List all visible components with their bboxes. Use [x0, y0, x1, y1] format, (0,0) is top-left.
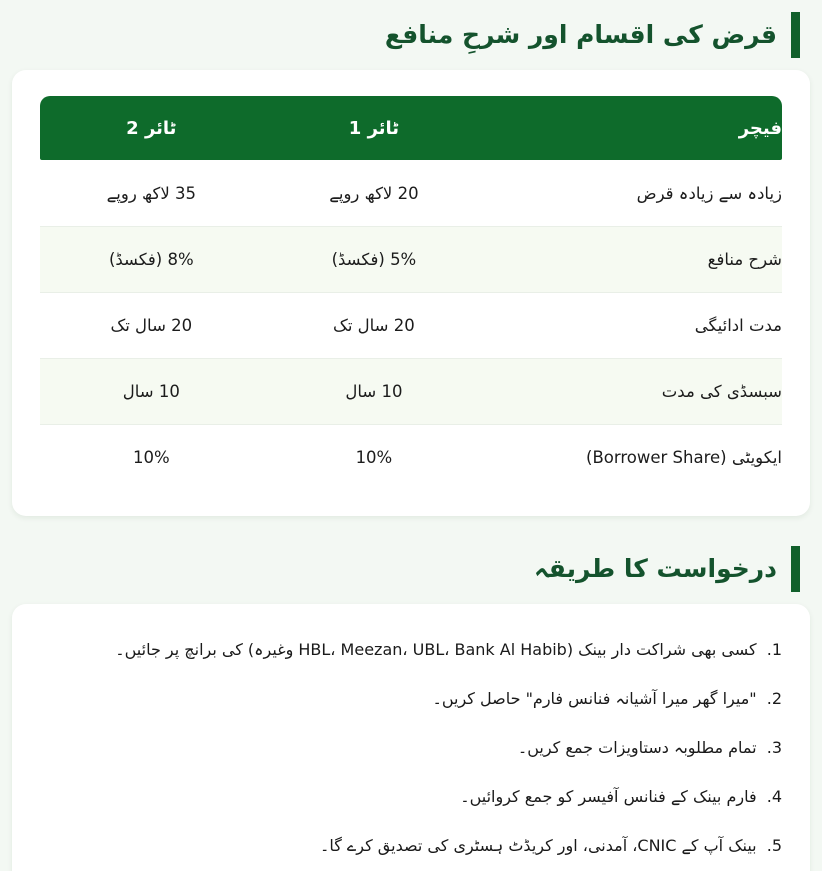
table-row	[40, 160, 782, 226]
step-item-5	[40, 834, 782, 858]
step-number: 5.	[766, 836, 782, 855]
heading-accent-bar	[791, 12, 800, 58]
column-header-tier2: ٹائر 2	[40, 96, 263, 160]
table-header	[40, 96, 782, 160]
table-row	[40, 424, 782, 490]
step-number: 3.	[766, 738, 782, 757]
step-item-2	[40, 687, 782, 711]
cell-tier1: 10%	[263, 424, 486, 490]
step-number: 2.	[766, 689, 782, 708]
section-heading-application	[0, 516, 822, 592]
cell-feature: زیادہ سے زیادہ قرض	[485, 160, 782, 226]
cell-tier2: 10 سال	[40, 358, 263, 424]
cell-tier1: 10 سال	[263, 358, 486, 424]
cell-tier1: 20 لاکھ روپے	[263, 160, 486, 226]
section-title-loan-types: قرض کی اقسام اور شرحِ منافع	[384, 19, 777, 49]
step-number: 1.	[766, 640, 782, 659]
cell-feature: مدت ادائیگی	[485, 292, 782, 358]
cell-tier2: 8% (فکسڈ)	[40, 226, 263, 292]
cell-tier2: 20 سال تک	[40, 292, 263, 358]
table-row	[40, 292, 782, 358]
cell-tier2: 35 لاکھ روپے	[40, 160, 263, 226]
step-item-3	[40, 736, 782, 760]
step-text: تمام مطلوبہ دستاویزات جمع کریں۔	[517, 738, 757, 757]
heading-accent-bar	[791, 546, 800, 592]
application-steps-card	[12, 604, 810, 871]
column-header-tier1: ٹائر 1	[263, 96, 486, 160]
cell-tier2: 10%	[40, 424, 263, 490]
step-item-4	[40, 785, 782, 809]
cell-tier1: 5% (فکسڈ)	[263, 226, 486, 292]
cell-feature: سبسڈی کی مدت	[485, 358, 782, 424]
table-row	[40, 358, 782, 424]
step-text: فارم بینک کے فنانس آفیسر کو جمع کروائیں۔	[460, 787, 757, 806]
column-header-feature: فیچر	[485, 96, 782, 160]
loan-tiers-table	[40, 96, 782, 490]
step-text: "میرا گھر میرا آشیانہ فنانس فارم" حاصل کریں۔	[432, 689, 757, 708]
step-item-1	[40, 638, 782, 662]
step-number: 4.	[766, 787, 782, 806]
step-text: بینک آپ کے CNIC، آمدنی، اور کریڈٹ ہسٹری کی تصدیق کرے گا۔	[319, 836, 757, 855]
table-header-row	[40, 96, 782, 160]
step-text: کسی بھی شراکت دار بینک (HBL، Meezan، UBL، Bank Al Habib وغیرہ) کی برانچ پر جائیں۔	[115, 640, 757, 659]
table-row	[40, 226, 782, 292]
loan-tiers-card	[12, 70, 810, 516]
cell-tier1: 20 سال تک	[263, 292, 486, 358]
section-heading-loan-types	[0, 0, 822, 58]
section-title-application: درخواست کا طریقہ	[534, 553, 777, 583]
cell-feature: شرح منافع	[485, 226, 782, 292]
cell-feature: ایکویٹی (Borrower Share)	[485, 424, 782, 490]
